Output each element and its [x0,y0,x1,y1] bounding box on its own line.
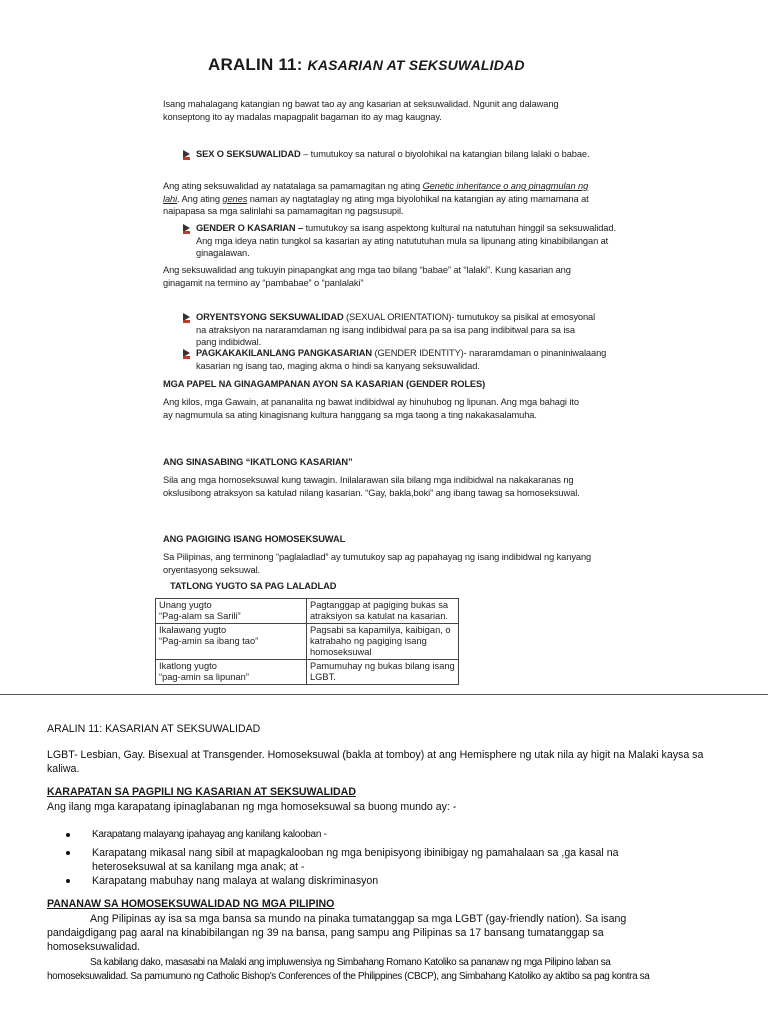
table-row [156,660,459,685]
genetic-inheritance-link: Genetic inheritance o ang pinagmulan ng lahi [163,181,589,204]
paragraph-lgbt: LGBT- Lesbian, Gay. Bisexual at Transgender. Homoseksuwal (bakla at tomboy) at ang Hemisphere ng utak nila ay higit na Malaki kaysa sa kaliwa. [47,749,704,775]
term-gender-identity: PAGKAKAKILANLANG PANGKASARIAN [196,348,372,358]
page-divider [0,694,768,695]
paragraph-seksuwalidad [163,180,603,218]
table-cell: Pagsabi sa kapamilya, kaibigan, o katrabaho ng pagiging isang homoseksuwal [307,624,459,660]
paragraph-kabila-line: homoseksuwalidad. Sa pamumuno ng Catholic Bishop’s Conferences of the Philippines (CBCP), ang Simbahang Katoliko ay aktibo sa pag kontra sa [47,971,650,982]
genes-link: genes [222,193,248,204]
table-cell: Unang yugto “Pag-alam sa Sarili” [156,599,307,624]
list-item: Karapatang mikasal nang sibil at mapagkalooban ng mga benipisyong ibinibigay ng pamahalaan sa ,ga kasal na [92,847,619,859]
heading-ikatlong-kasarian: ANG SINASABING “IKATLONG KASARIAN” [163,457,353,467]
definition-sex [196,148,616,161]
paragraph-gender-roles: Ang kilos, mga Gawain, at pananalita ng bawat indibidwal ay hinuhubog ng lipunan. Ang mga bahagi ito ay nagmumula sa ating kinagisnang kultura hanggang sa mga taong a ting nakakasalamuha. [163,397,579,420]
term-orientation: ORYENTSYONG SEKSUWALIDAD [196,312,344,322]
paragraph-karapatan: Ang ilang mga karapatang ipinaglabanan ng mga homoseksuwal sa buong mundo ay: - [47,801,457,813]
term-sex: SEX O SEKSUWALIDAD [196,149,301,159]
table-cell: Ikatlong yugto “pag-amin sa lipunan” [156,660,307,685]
table-row [156,599,459,624]
intro-paragraph: Isang mahalagang katangian ng bawat tao ay ang kasarian at seksuwalidad. Ngunit ang dalawang konseptong ito ay madalas mapagpalit bagaman ito ay mag kaugnay. [163,99,559,122]
list-item: Karapatang mabuhay nang malaya at walang diskriminasyon [92,875,379,887]
definition-gender-identity [196,347,616,372]
paragraph-pananaw-line: homoseksuwalidad. [47,941,141,953]
definition-sex-text: – tumutukoy sa natural o biyolohikal na katangian bilang lalaki o babae. [300,149,590,159]
paragraph-kabila-line: Sa kabilang dako, masasabi na Malaki ang impluwensiya ng Simbahang Romano Katoliko sa pananaw ng mga Pilipino laban sa [90,957,611,968]
yugto-table [155,598,459,685]
text-seg: naman ay nagtataglay ng ating mga biyolohikal na katangian ay ating mamamana at naipapasa sa mga salinlahi sa pamamagitan ng pagsusupil. [163,193,589,216]
term-gender: GENDER O KASARIAN – [196,223,304,233]
lesson-topic: KASARIAN AT SEKSUWALIDAD [307,57,525,73]
lesson-number: ARALIN 11: [208,55,303,74]
bullet-dot-icon [66,851,70,855]
paragraph-pananaw-line: pandaigdigang pag aaral na kinabibilangan ng 39 na bansa, pang sampu ang Pilipinas sa 17 bansang tumatanggap sa [47,927,604,939]
table-cell: Pagtanggap at pagiging bukas sa atraksiyon sa katulat na kasarian. [307,599,459,624]
paragraph-ikatlong-kasarian: Sila ang mga homoseksuwal kung tawagin. Inilalarawan sila bilang mga indibidwal na nakakaranas ng okslusibong atraksyon sa katulad nilang kasarian. “Gay, bakla,boki” ang ibang tawag sa homoseksuwal. [163,475,580,498]
definition-gender-text: tumutukoy sa isang aspektong kultural na natutuhan hinggil sa seksuwalidad. Ang mga ideya natin tungkol sa kasarian ay ating natututuhan mula sa lipunang ating kinabibilangan at ginagalawan. [196,223,616,258]
paragraph-pagiging-homoseksuwal: Sa Pilipinas, ang terminong “paglaladlad” ay tumutukoy sap ag papahayag ng isang indibidwal ng kanyang oryentasyong seksuwal. [163,552,592,575]
lesson-title [208,55,525,75]
text-seg: Ang ating seksuwalidad ay natatalaga sa pamamagitan ng ating [163,181,423,191]
table-cell: Pamumuhay ng bukas bilang isang LGBT. [307,660,459,685]
bullet-dot-icon [66,879,70,883]
table-cell: Ikalawang yugto “Pag-amin sa ibang tao” [156,624,307,660]
definition-orientation-text: (SEXUAL ORIENTATION)- tumutukoy sa pisikal at emosyonal na atraksiyon na nararamdaman ng isang indibidwal para pa sa isa pang indibitwal para sa isa pang indibidwal. [196,312,596,347]
paragraph-gender: Ang seksuwalidad ang tukuyin pinapangkat ang mga tao bilang “babae” at “lalaki”. Kung kasarian ang ginagamit na termino ay “pambabae” o “panlalaki” [163,265,571,288]
heading-pananaw: PANANAW SA HOMOSEKSUWALIDAD NG MGA PILIPINO [47,898,335,910]
table-row [156,624,459,660]
bullet-dot-icon [66,833,70,837]
definition-gender [196,222,616,260]
heading-gender-roles: MGA PAPEL NA GINAGAMPANAN AYON SA KASARIAN (GENDER ROLES) [163,379,486,389]
heading-karapatan: KARAPATAN SA PAGPILI NG KASARIAN AT SEKSUWALIDAD [47,786,356,798]
heading-pagiging-homoseksuwal: ANG PAGIGING ISANG HOMOSEKSUWAL [163,534,346,544]
arrow-bullet-icon [183,313,190,321]
table-caption: TATLONG YUGTO SA PAG LALADLAD [170,581,337,591]
arrow-bullet-icon [183,349,190,357]
definition-orientation [196,311,596,349]
text-seg: . Ang ating [177,193,223,204]
list-item-continuation: heteroseksuwal at sa kanilang mga anak; at - [92,861,305,873]
arrow-bullet-icon [183,150,190,158]
list-item: Karapatang malayang ipahayag ang kanilang kalooban - [92,829,327,840]
page2-title: ARALIN 11: KASARIAN AT SEKSUWALIDAD [47,723,261,735]
paragraph-pananaw-line: Ang Pilipinas ay isa sa mga bansa sa mundo na pinaka tumatanggap sa mga LGBT (gay-friendly nation). Sa isang [90,913,627,925]
arrow-bullet-icon [183,224,190,232]
definition-gender-identity-text: (GENDER IDENTITY)- nararamdaman o pinaniniwalaang kasarian ng isang tao, maging akma o hindi sa kanyang seksuwalidad. [196,348,607,371]
